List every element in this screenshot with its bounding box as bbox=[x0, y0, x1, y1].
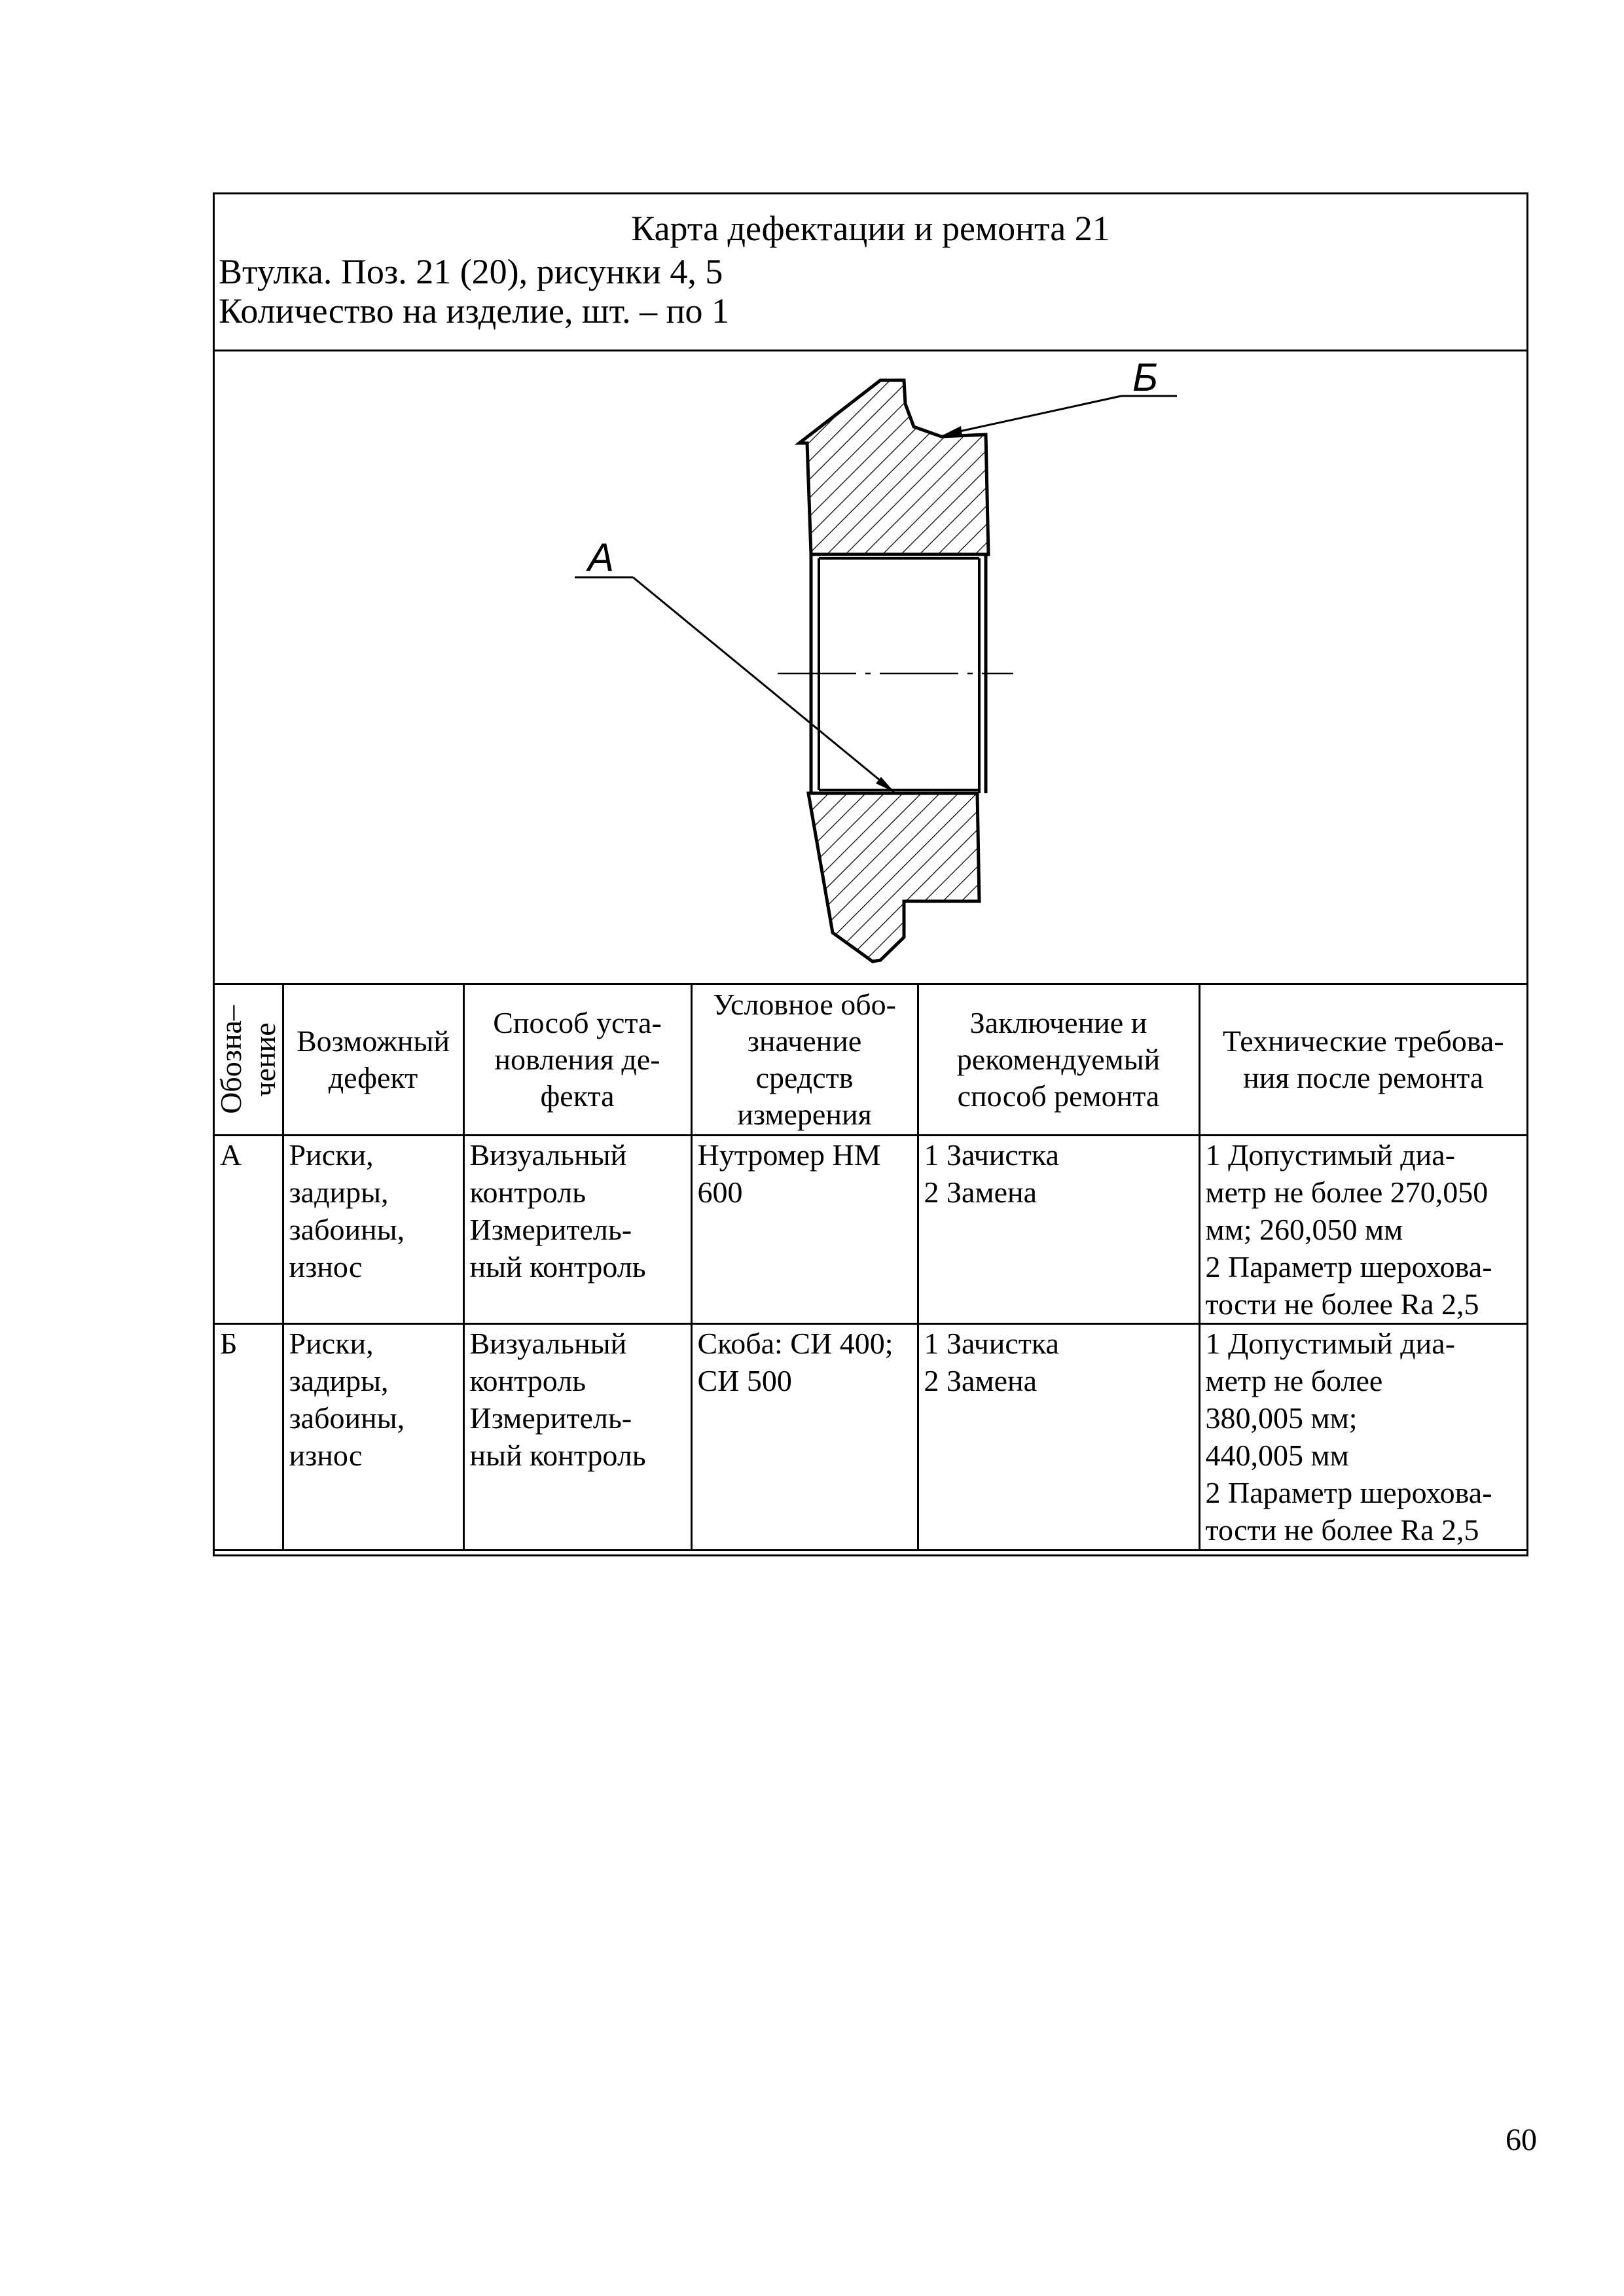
header-designation: Обозна– чение bbox=[215, 985, 283, 1136]
part-drawing bbox=[215, 351, 1526, 985]
header-instrument: Условное обо- значение средств измерения bbox=[691, 985, 918, 1136]
leader-b-arrow bbox=[941, 426, 962, 436]
cell-conclusion: 1 Зачистка 2 Замена bbox=[918, 1324, 1199, 1551]
cell-requirements: 1 Допустимый диа- метр не более 380,005 мм; 440,005 мм 2 Параметр шерохова- тости не более Ra 2,5 bbox=[1199, 1324, 1526, 1551]
header-requirements: Технические требова- ния после ремонта bbox=[1199, 985, 1526, 1136]
leader-a-label: А bbox=[588, 535, 615, 579]
card-title: Карта дефектации и ремонта 21 bbox=[631, 209, 1110, 248]
defect-table bbox=[215, 985, 1526, 1551]
page-number: 60 bbox=[1506, 2123, 1537, 2157]
header-defect: Возможный дефект bbox=[283, 985, 463, 1136]
table-row bbox=[215, 1324, 1526, 1551]
cell-requirements: 1 Допустимый диа- метр не более 270,050 мм; 260,050 мм 2 Параметр шерохова- тости не более Ra 2,5 bbox=[1199, 1136, 1526, 1324]
header-detection-method: Способ уста- новления де- фекта bbox=[463, 985, 691, 1136]
cell-defect: Риски, задиры, забоины, износ bbox=[283, 1136, 463, 1324]
table-row bbox=[215, 1136, 1526, 1324]
table-header-row bbox=[215, 985, 1526, 1136]
lower-section-hatched bbox=[808, 793, 979, 961]
leader-b-label: Б bbox=[1132, 355, 1159, 399]
cell-conclusion: 1 Зачистка 2 Замена bbox=[918, 1136, 1199, 1324]
cell-instrument: Скоба: СИ 400; СИ 500 bbox=[691, 1324, 918, 1551]
cell-designation: А bbox=[215, 1136, 283, 1324]
card-header bbox=[215, 194, 1526, 351]
cell-instrument: Нутромер НМ 600 bbox=[691, 1136, 918, 1324]
cell-detection-method: Визуальный контроль Измеритель- ный контроль bbox=[463, 1324, 691, 1551]
header-conclusion: Заключение и рекомендуемый способ ремонта bbox=[918, 985, 1199, 1136]
defect-card bbox=[213, 192, 1528, 1556]
bushing-section-drawing bbox=[215, 351, 1526, 983]
card-subtitle: Втулка. Поз. 21 (20), рисунки 4, 5 bbox=[219, 252, 723, 291]
cell-designation: Б bbox=[215, 1324, 283, 1551]
cell-detection-method: Визуальный контроль Измеритель- ный контроль bbox=[463, 1136, 691, 1324]
upper-section-hatched bbox=[799, 380, 988, 554]
cell-defect: Риски, задиры, забоины, износ bbox=[283, 1324, 463, 1551]
card-quantity: Количество на изделие, шт. – по 1 bbox=[219, 291, 730, 331]
